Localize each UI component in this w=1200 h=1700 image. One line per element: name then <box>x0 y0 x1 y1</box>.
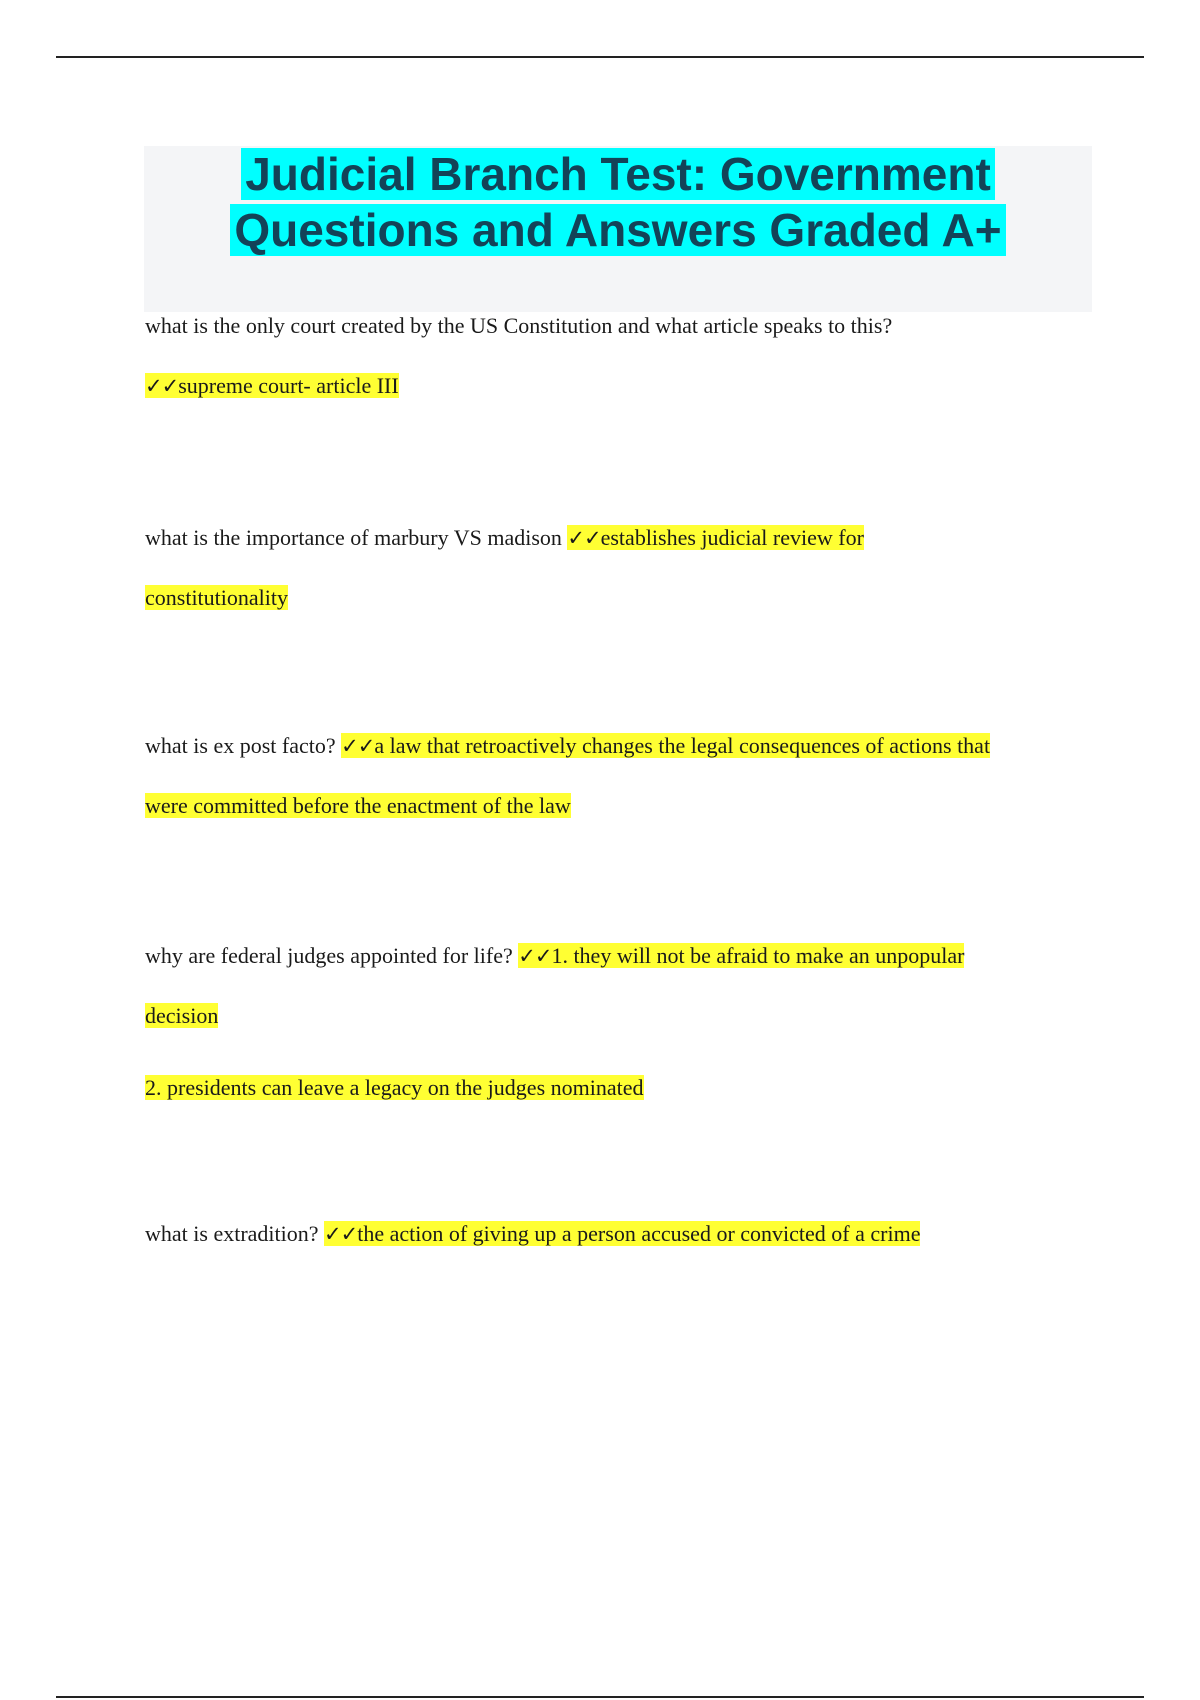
answer-highlight <box>518 943 964 968</box>
answer-text-second-point: 2. presidents can leave a legacy on the judges nominated <box>145 1075 644 1100</box>
top-rule <box>56 56 1144 58</box>
answer-text: establishes judicial review for <box>600 525 864 550</box>
double-check-icon: ✓✓ <box>324 1222 358 1246</box>
question-text: why are federal judges appointed for life? <box>145 943 513 968</box>
qa-item-2 <box>145 508 1085 628</box>
answer-text: the action of giving up a person accused or convicted of a crime <box>357 1221 921 1246</box>
double-check-icon: ✓✓ <box>567 526 601 550</box>
answer-text: 1. they will not be afraid to make an unpopular <box>551 943 965 968</box>
answer-text-continued: decision <box>145 1003 219 1028</box>
qa-item-4 <box>145 926 1085 1118</box>
answer-highlight <box>341 733 990 758</box>
answer-highlight <box>145 373 399 398</box>
double-check-icon: ✓✓ <box>518 944 552 968</box>
qa-item-1 <box>145 296 1085 416</box>
qa-item-3 <box>145 716 1085 836</box>
double-check-icon: ✓✓ <box>145 374 179 398</box>
question-text: what is the only court created by the US Constitution and what article speaks to this? <box>145 313 893 338</box>
answer-highlight <box>567 525 864 550</box>
answer-text: supreme court- article III <box>178 373 399 398</box>
title-line-2: Questions and Answers Graded A+ <box>230 204 1005 256</box>
bottom-rule <box>56 1696 1144 1698</box>
document-title <box>144 146 1092 258</box>
question-text: what is extradition? <box>145 1221 319 1246</box>
title-line-1: Judicial Branch Test: Government <box>241 148 995 200</box>
answer-text-continued: were committed before the enactment of the law <box>145 793 571 818</box>
title-block <box>144 146 1092 312</box>
question-text: what is ex post facto? <box>145 733 336 758</box>
question-text: what is the importance of marbury VS madison <box>145 525 562 550</box>
answer-text: a law that retroactively changes the legal consequences of actions that <box>374 733 991 758</box>
answer-highlight <box>324 1221 920 1246</box>
double-check-icon: ✓✓ <box>341 734 375 758</box>
answer-text-continued: constitutionality <box>145 585 288 610</box>
qa-item-5 <box>145 1204 1085 1264</box>
